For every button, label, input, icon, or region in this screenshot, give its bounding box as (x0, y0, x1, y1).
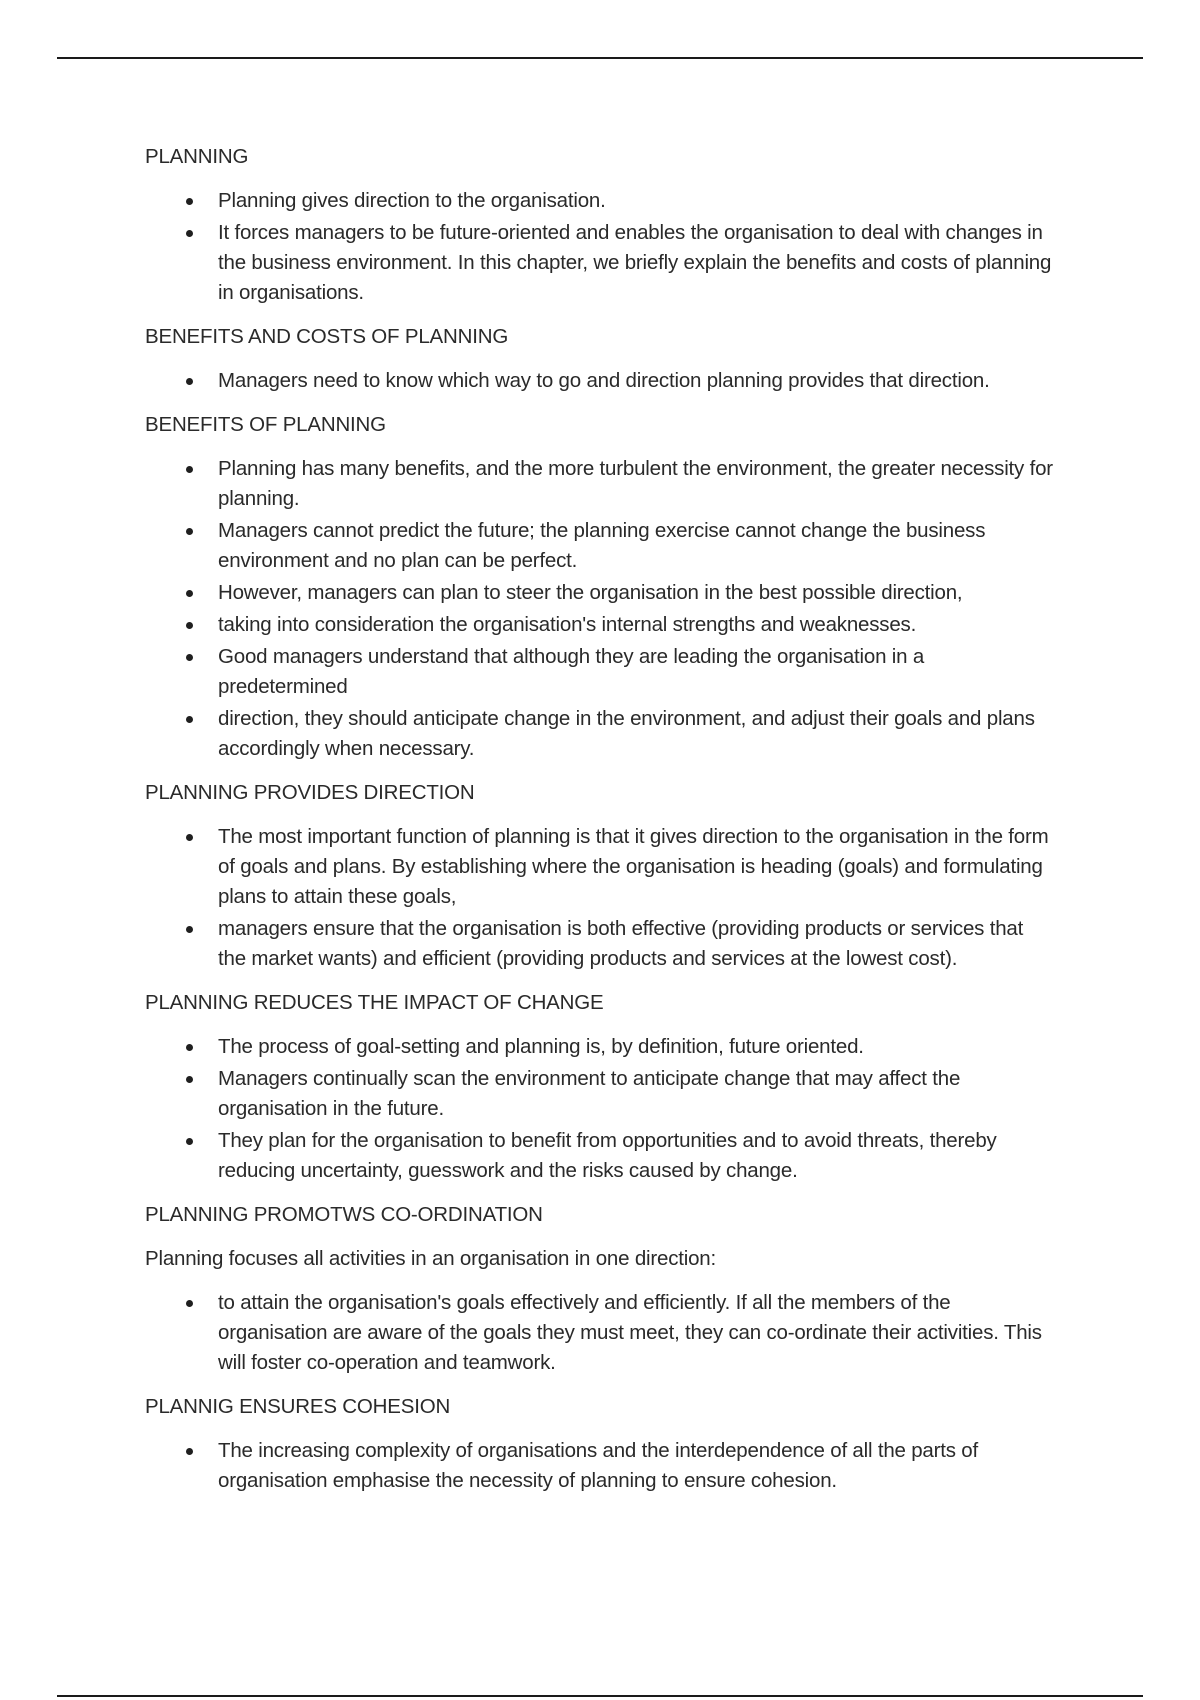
section-heading: BENEFITS AND COSTS OF PLANNING (145, 325, 509, 348)
list-item: managers ensure that the organisation is both effective (providing products or services that the market wants) and efficient (providing products and services at the lowest cost). (145, 914, 1055, 974)
list-item: Planning gives direction to the organisation. (145, 186, 1055, 216)
bullet-list (145, 186, 1055, 308)
section-benefits-and-costs (145, 322, 1055, 396)
list-item: to attain the organisation's goals effectively and efficiently. If all the members of the organisation are aware of the goals they must meet, they can co-ordinate their activities. This will foster co-operation and teamwork. (145, 1288, 1055, 1378)
list-item: Managers cannot predict the future; the planning exercise cannot change the business environment and no plan can be perfect. (145, 516, 1055, 576)
bullet-list (145, 1032, 1055, 1186)
list-item: taking into consideration the organisation's internal strengths and weaknesses. (145, 610, 1055, 640)
section-intro: Planning focuses all activities in an organisation in one direction: (145, 1247, 717, 1270)
section-heading: PLANNING (145, 145, 249, 168)
list-item: Managers continually scan the environment to anticipate change that may affect the organisation in the future. (145, 1064, 1055, 1124)
bullet-list (145, 1436, 1055, 1496)
list-item: Good managers understand that although they are leading the organisation in a predetermined (145, 642, 1055, 702)
list-item: The increasing complexity of organisations and the interdependence of all the parts of organisation emphasise the necessity of planning to ensure cohesion. (145, 1436, 1055, 1496)
list-item: They plan for the organisation to benefit from opportunities and to avoid threats, thereby reducing uncertainty, guesswork and the risks caused by change. (145, 1126, 1055, 1186)
bullet-list (145, 822, 1055, 974)
bullet-list (145, 366, 1055, 396)
section-ensures-cohesion (145, 1392, 1055, 1496)
section-benefits-of-planning (145, 410, 1055, 764)
section-promotes-coordination (145, 1200, 1055, 1378)
bullet-list (145, 1288, 1055, 1378)
section-heading: PLANNING PROVIDES DIRECTION (145, 781, 475, 804)
list-item: direction, they should anticipate change in the environment, and adjust their goals and plans accordingly when necessary. (145, 704, 1055, 764)
section-heading: PLANNING REDUCES THE IMPACT OF CHANGE (145, 991, 604, 1014)
section-provides-direction (145, 778, 1055, 974)
list-item: Managers need to know which way to go and direction planning provides that direction. (145, 366, 1055, 396)
bullet-list (145, 454, 1055, 764)
section-heading: BENEFITS OF PLANNING (145, 413, 386, 436)
section-heading: PLANNING PROMOTWS CO-ORDINATION (145, 1203, 543, 1226)
list-item: The most important function of planning is that it gives direction to the organisation in the form of goals and plans. By establishing where the organisation is heading (goals) and formulating plans to attain these goals, (145, 822, 1055, 912)
list-item: Planning has many benefits, and the more turbulent the environment, the greater necessity for planning. (145, 454, 1055, 514)
list-item: However, managers can plan to steer the organisation in the best possible direction, (145, 578, 1055, 608)
section-reduces-impact (145, 988, 1055, 1186)
list-item: The process of goal-setting and planning is, by definition, future oriented. (145, 1032, 1055, 1062)
section-heading: PLANNIG ENSURES COHESION (145, 1395, 451, 1418)
section-planning (145, 142, 1055, 308)
document-body (145, 142, 1055, 1510)
top-rule (57, 57, 1143, 59)
bottom-rule (57, 1695, 1143, 1697)
list-item: It forces managers to be future-oriented and enables the organisation to deal with changes in the business environment. In this chapter, we briefly explain the benefits and costs of planning in organisations. (145, 218, 1055, 308)
